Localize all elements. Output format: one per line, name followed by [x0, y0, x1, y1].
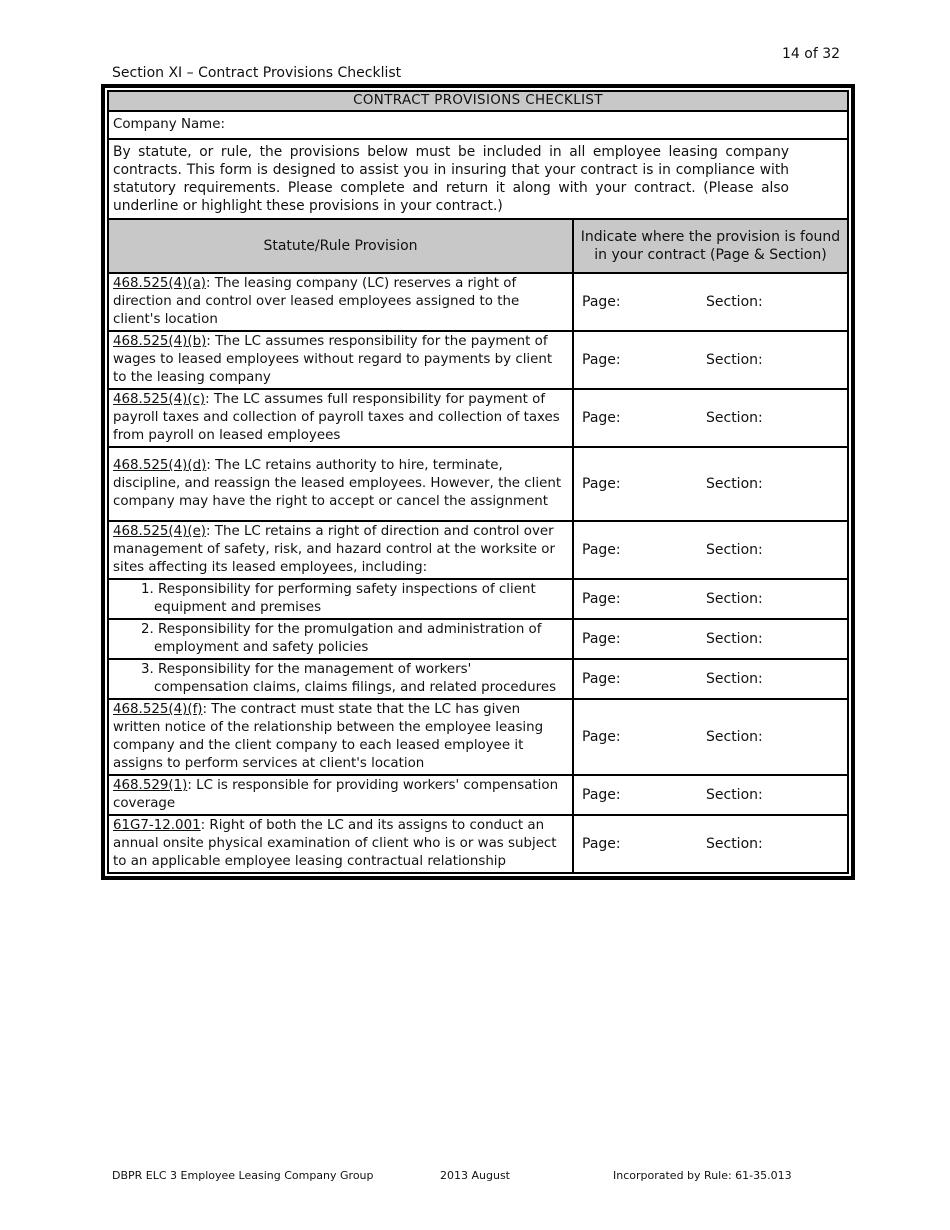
provision-location-cell[interactable] — [573, 447, 848, 521]
section-label: Section: — [706, 542, 763, 558]
page-number: 14 of 32 — [782, 46, 841, 62]
checklist-frame — [101, 84, 855, 880]
provision-location-cell[interactable] — [573, 389, 848, 447]
section-label: Section: — [706, 836, 763, 852]
provision-cell — [108, 619, 573, 659]
provision-location-cell[interactable] — [573, 331, 848, 389]
table-row — [108, 579, 848, 619]
page-label: Page: — [582, 836, 621, 852]
section-label: Section: — [706, 671, 763, 687]
checklist-title: CONTRACT PROVISIONS CHECKLIST — [108, 91, 848, 111]
page-label: Page: — [582, 591, 621, 607]
table-row — [108, 389, 848, 447]
table-row — [108, 447, 848, 521]
provision-cell — [108, 273, 573, 331]
provision-reference: 468.525(4)(c) — [113, 392, 206, 407]
section-label: Section: — [706, 729, 763, 745]
section-label: Section: — [706, 352, 763, 368]
provision-location-cell[interactable] — [573, 619, 848, 659]
provision-cell — [108, 447, 573, 521]
section-label: Section: — [706, 631, 763, 647]
provision-text: : The leasing company (LC) reserves a right of direction and control over leased employees assigned to the client's location — [113, 276, 520, 327]
provision-reference: 468.525(4)(a) — [113, 276, 206, 291]
section-label: Section: — [706, 787, 763, 803]
column-header-location: Indicate where the provision is found in your contract (Page & Section) — [573, 219, 848, 273]
provision-reference: 468.525(4)(f) — [113, 702, 203, 717]
table-row — [108, 521, 848, 579]
company-name-label: Company Name: — [113, 117, 225, 132]
provision-cell — [108, 331, 573, 389]
checklist-table — [107, 90, 849, 874]
provision-text: 1. Responsibility for performing safety inspections of client equipment and premises — [141, 582, 536, 615]
provision-reference: 61G7-12.001 — [113, 818, 201, 833]
page-label: Page: — [582, 631, 621, 647]
provision-reference: 468.525(4)(e) — [113, 524, 207, 539]
provision-cell — [108, 815, 573, 873]
provision-cell — [108, 775, 573, 815]
provision-location-cell[interactable] — [573, 579, 848, 619]
company-name-field[interactable] — [108, 111, 848, 139]
provision-text: : LC is responsible for providing workers' compensation coverage — [113, 778, 559, 811]
provision-reference: 468.525(4)(d) — [113, 458, 207, 473]
provision-location-cell[interactable] — [573, 775, 848, 815]
provision-reference: 468.529(1) — [113, 778, 188, 793]
column-header-provision: Statute/Rule Provision — [108, 219, 573, 273]
provision-location-cell[interactable] — [573, 815, 848, 873]
table-row — [108, 775, 848, 815]
table-row — [108, 619, 848, 659]
provision-text: : The contract must state that the LC has given written notice of the relationship between the employee leasing company and the client company to each leased employee it assigns to perform services at client's location — [113, 702, 544, 771]
provision-location-cell[interactable] — [573, 273, 848, 331]
table-row — [108, 331, 848, 389]
provision-cell — [108, 521, 573, 579]
provision-cell — [108, 579, 573, 619]
footer-left: DBPR ELC 3 Employee Leasing Company Group — [112, 1169, 374, 1182]
page-label: Page: — [582, 729, 621, 745]
page-label: Page: — [582, 671, 621, 687]
provision-location-cell[interactable] — [573, 699, 848, 775]
provision-text: : Right of both the LC and its assigns to conduct an annual onsite physical examination of client who is or was subject to an applicable employee leasing contractual relationship — [113, 818, 557, 869]
section-label: Section: — [706, 294, 763, 310]
page-label: Page: — [582, 410, 621, 426]
page-label: Page: — [582, 787, 621, 803]
table-row — [108, 659, 848, 699]
provision-reference: 468.525(4)(b) — [113, 334, 207, 349]
provision-location-cell[interactable] — [573, 659, 848, 699]
provision-text: : The LC retains authority to hire, terminate, discipline, and reassign the leased employees. However, the client company may have the right to accept or cancel the assignment — [113, 458, 562, 509]
page-label: Page: — [582, 476, 621, 492]
provision-cell — [108, 659, 573, 699]
provision-location-cell[interactable] — [573, 521, 848, 579]
provision-text: 3. Responsibility for the management of workers' compensation claims, claims filings, and related procedures — [141, 662, 557, 695]
provision-text: : The LC assumes responsibility for the payment of wages to leased employees without regard to payments by client to the leasing company — [113, 334, 553, 385]
provision-text: : The LC retains a right of direction and control over management of safety, risk, and hazard control at the worksite or sites affecting its leased employees, including: — [113, 524, 555, 575]
page-label: Page: — [582, 352, 621, 368]
section-title: Section XI – Contract Provisions Checklist — [112, 65, 402, 81]
table-row — [108, 815, 848, 873]
footer-date: 2013 August — [440, 1169, 510, 1182]
section-label: Section: — [706, 591, 763, 607]
provision-text: : The LC assumes full responsibility for payment of payroll taxes and collection of payroll taxes and collection of taxes from payroll on leased employees — [113, 392, 560, 443]
provision-cell — [108, 699, 573, 775]
footer-rule: Incorporated by Rule: 61-35.013 — [613, 1169, 792, 1182]
page-label: Page: — [582, 542, 621, 558]
instructions: By statute, or rule, the provisions below must be included in all employee leasing company contracts. This form is designed to assist you in insuring that your contract is in compliance with statutory requirements. Please complete and return it along with your contract. (Please also underline or highlight these provisions in your contract.) — [108, 139, 848, 219]
table-row — [108, 273, 848, 331]
table-row — [108, 699, 848, 775]
section-label: Section: — [706, 410, 763, 426]
provision-cell — [108, 389, 573, 447]
provision-rows — [108, 273, 848, 873]
section-label: Section: — [706, 476, 763, 492]
page-label: Page: — [582, 294, 621, 310]
provision-text: 2. Responsibility for the promulgation and administration of employment and safety policies — [141, 622, 542, 655]
